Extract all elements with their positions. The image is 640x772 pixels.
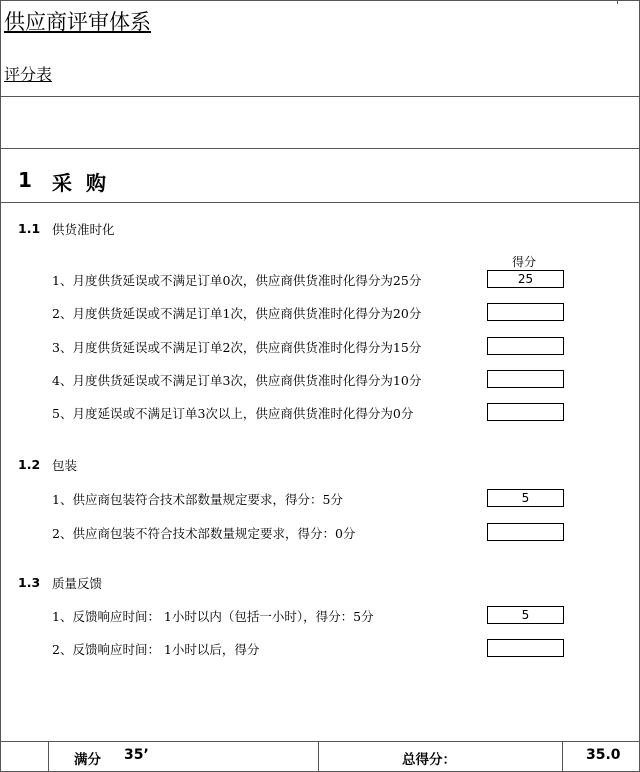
- criteria-item: 1、月度供货延误或不满足订单0次，供应商供货准时化得分为25分: [52, 273, 422, 288]
- score-input[interactable]: [487, 523, 564, 541]
- score-input[interactable]: 5: [487, 489, 564, 507]
- score-column-header: 得分: [512, 255, 537, 269]
- blank-row-divider: [0, 148, 640, 149]
- top-border: [0, 0, 640, 1]
- header-divider: [0, 96, 640, 97]
- subsection-title: 质量反馈: [52, 576, 103, 591]
- subsection-number: 1.3: [18, 575, 41, 590]
- criteria-item: 1、反馈响应时间： 1小时以内（包括一小时），得分：5分: [52, 609, 374, 624]
- criteria-item: 2、反馈响应时间： 1小时以后，得分: [52, 642, 260, 657]
- criteria-item: 5、月度延误或不满足订单3次以上，供应商供货准时化得分为0分: [52, 406, 414, 421]
- criteria-item: 2、供应商包装不符合技术部数量规定要求，得分：0分: [52, 526, 356, 541]
- score-input[interactable]: 5: [487, 606, 564, 624]
- criteria-item: 2、月度供货延误或不满足订单1次，供应商供货准时化得分为20分: [52, 306, 422, 321]
- subsection-number: 1.2: [18, 457, 41, 472]
- left-border: [0, 0, 1, 772]
- score-input[interactable]: [487, 370, 564, 388]
- footer-top-divider: [0, 741, 640, 742]
- criteria-item: 4、月度供货延误或不满足订单3次，供应商供货准时化得分为10分: [52, 373, 422, 388]
- criteria-item: 3、月度供货延误或不满足订单2次，供应商供货准时化得分为15分: [52, 340, 422, 355]
- subsection-title: 供货准时化: [52, 222, 115, 237]
- footer-col-divider-1: [48, 741, 49, 772]
- full-score-label: 满分: [74, 752, 101, 768]
- section-number: 1: [18, 168, 32, 192]
- score-input[interactable]: [487, 303, 564, 321]
- score-input[interactable]: [487, 337, 564, 355]
- criteria-item: 1、供应商包装符合技术部数量规定要求，得分：5分: [52, 492, 343, 507]
- total-score-label: 总得分：: [402, 752, 456, 768]
- section-title: 采购: [52, 171, 120, 195]
- footer-col-divider-3: [562, 741, 563, 772]
- score-input[interactable]: 25: [487, 270, 564, 288]
- subsection-number: 1.1: [18, 221, 41, 236]
- subsection-title: 包装: [52, 458, 78, 473]
- section-divider: [0, 202, 640, 203]
- document-title: 供应商评审体系: [4, 10, 151, 34]
- corner-tick: [617, 0, 618, 4]
- footer-col-divider-2: [318, 741, 319, 772]
- total-score-value: 35.0: [586, 747, 621, 763]
- document-subtitle: 评分表: [4, 65, 53, 84]
- full-score-value: 35’: [124, 747, 149, 763]
- score-input[interactable]: [487, 639, 564, 657]
- score-input[interactable]: [487, 403, 564, 421]
